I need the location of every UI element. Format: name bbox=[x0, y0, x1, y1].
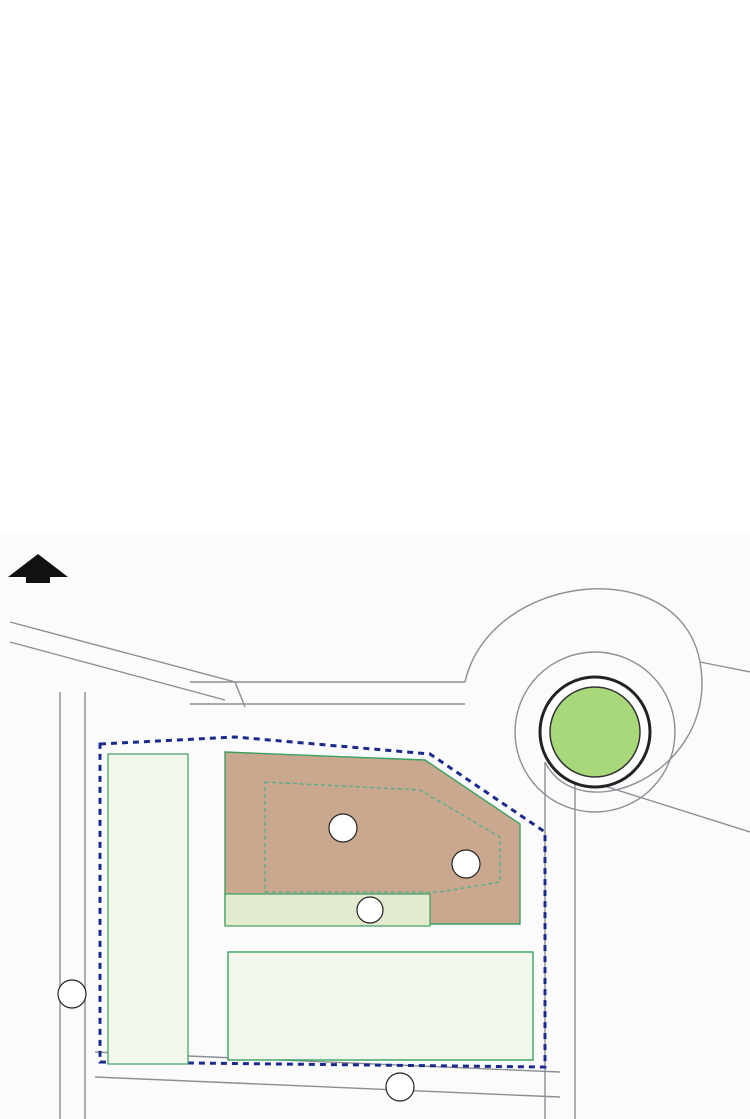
roundabout-center bbox=[550, 687, 640, 777]
density-marker bbox=[329, 814, 357, 842]
north-arrow-icon bbox=[8, 554, 68, 577]
density-marker bbox=[357, 897, 383, 923]
block-a bbox=[108, 754, 188, 1064]
block-b bbox=[228, 952, 533, 1060]
density-marker bbox=[452, 850, 480, 878]
density-marker bbox=[386, 1073, 414, 1101]
site-plan-map bbox=[0, 532, 750, 1119]
density-marker bbox=[58, 980, 86, 1008]
block-f-park bbox=[225, 894, 430, 926]
